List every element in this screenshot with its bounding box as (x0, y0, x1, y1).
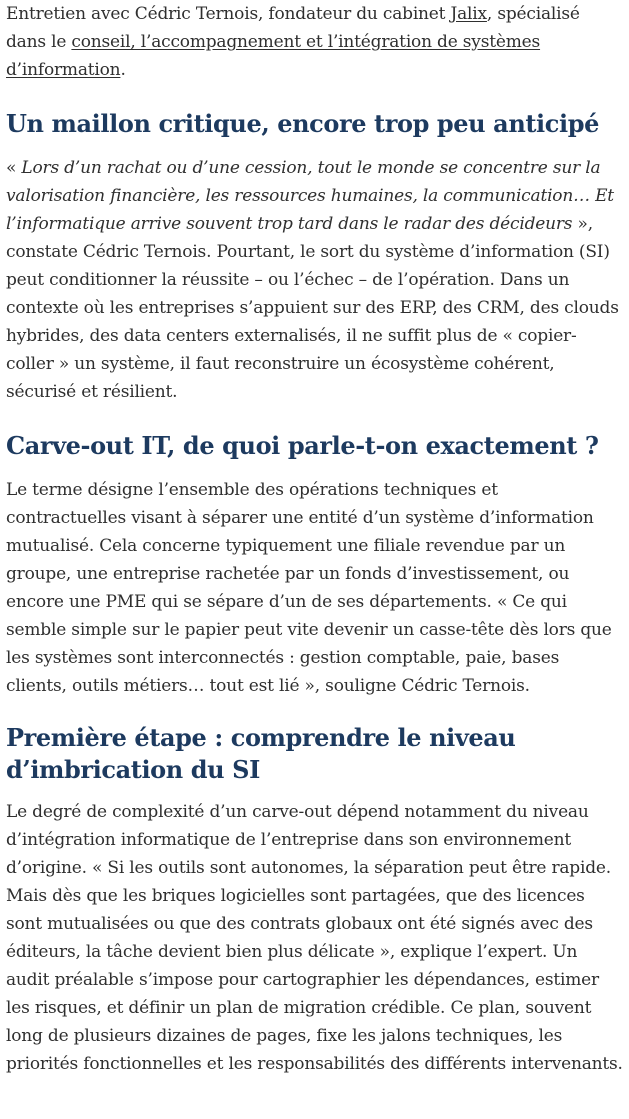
quote-open-mark: « (6, 158, 22, 178)
services-link[interactable]: conseil, l’accompagnement et l’intégration de systèmes d’information (6, 32, 541, 80)
section-paragraph-first-step: Le degré de complexité d’un carve-out dépend notamment du niveau d’intégration informatique de l’entreprise dans son environnement d’origine. « Si les outils sont autonomes, la séparation peut être rapide. Mais dès que les briques logicielles sont partagées, que des licences sont mutualisées ou que des contrats globaux ont été signés avec des éditeurs, la tâche devient bien plus délicate », explique l’expert. Un audit préalable s’impose pour cartographier les dépendances, estimer les risques, et définir un plan de migration crédible. Ce plan, souvent long de plusieurs dizaines de pages, fixe les jalons techniques, les priorités fonctionnelles et les responsabilités des différents intervenants. (6, 802, 623, 1074)
italic-quote: Lors d’un rachat ou d’une cession, tout le monde se concentre sur la valorisation financière, les ressources humaines, la communication… Et l’informatique arrive souvent trop tard dans le radar des décideurs (6, 158, 614, 234)
paragraph-rest: », constate Cédric Ternois. Pourtant, le sort du système d’information (SI) peut conditionner la réussite – ou l’échec – de l’opération. Dans un contexte où les entreprises s’appuient sur des ERP, des CRM, des clouds hybrides, des data centers externalisés, il ne suffit plus de « copier-coller » un système, il faut reconstruire un écosystème cohérent, sécurisé et résilient. (6, 214, 619, 402)
section-heading-first-step: Première étape : comprendre le niveau d’imbrication du SI (6, 723, 516, 784)
article-body (6, 0, 623, 1078)
intro-text-after: . (120, 60, 126, 80)
section-heading-critical-link: Un maillon critique, encore trop peu anticipé (6, 109, 599, 138)
section-paragraph-critical-link (6, 154, 623, 406)
intro-text-middle: , spécialisé dans le (6, 4, 580, 52)
jalix-link[interactable]: Jalix (450, 4, 487, 24)
intro-paragraph (6, 0, 623, 84)
intro-text-before: Entretien avec Cédric Ternois, fondateur du cabinet (6, 4, 451, 24)
section-heading-carve-out: Carve-out IT, de quoi parle-t-on exactement ? (6, 431, 599, 460)
section-paragraph-carve-out: Le terme désigne l’ensemble des opérations techniques et contractuelles visant à séparer une entité d’un système d’information mutualisé. Cela concerne typiquement une filiale revendue par un groupe, une entreprise rachetée par un fonds d’investissement, ou encore une PME qui se sépare d’un de ses départements. « Ce qui semble simple sur le papier peut vite devenir un casse-tête dès lors que les systèmes sont interconnectés : gestion comptable, paie, bases clients, outils métiers… tout est lié », souligne Cédric Ternois. (6, 480, 612, 696)
